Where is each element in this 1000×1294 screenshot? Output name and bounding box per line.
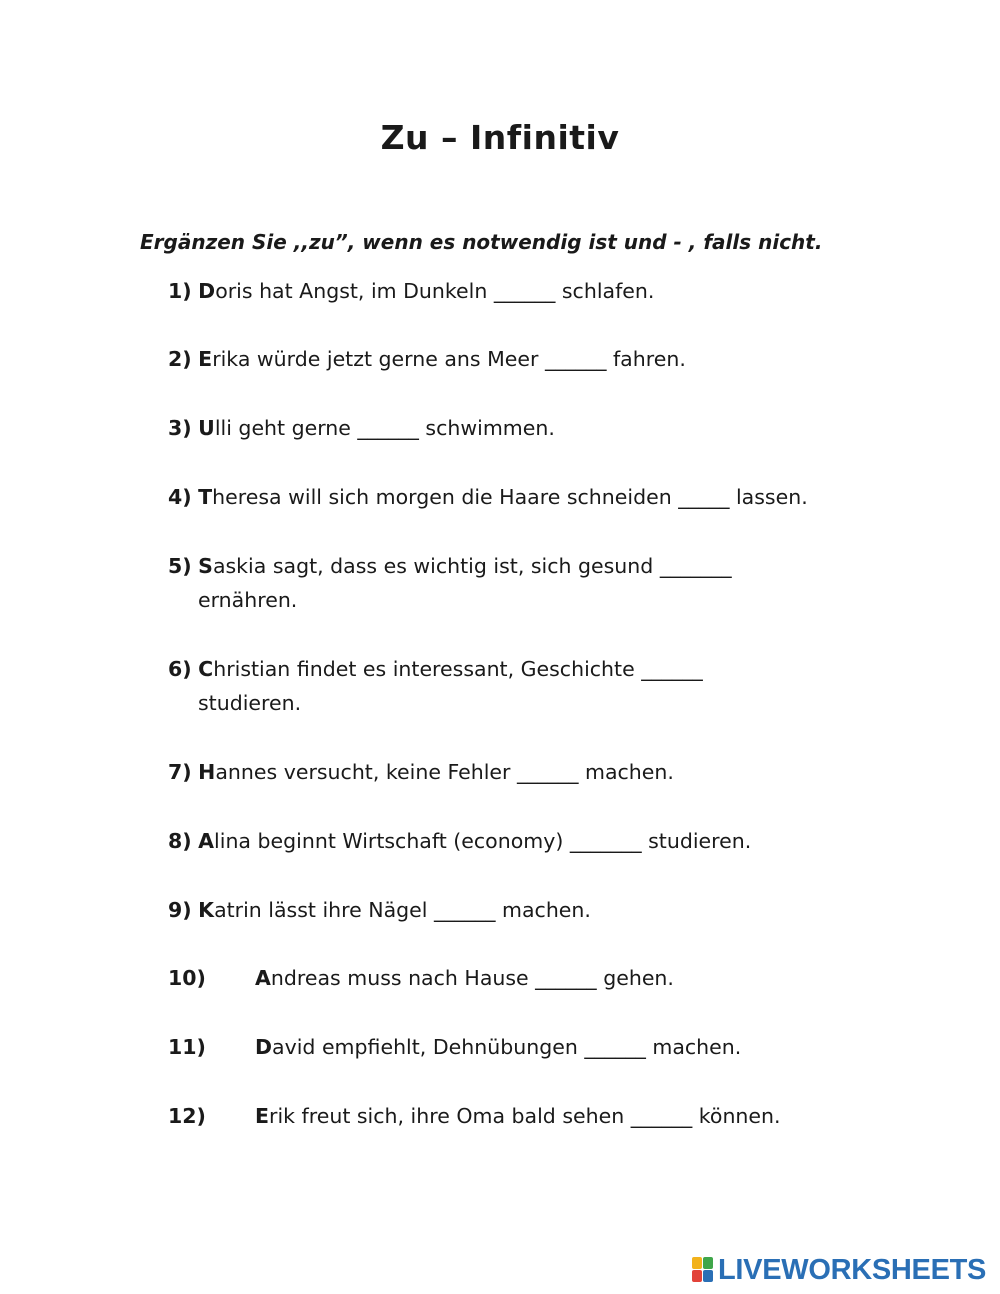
item-continuation: ernähren. — [198, 588, 298, 612]
item-first-letter: E — [198, 347, 213, 371]
item-text: rik freut sich, ihre Oma bald sehen ______ können. — [269, 1104, 781, 1128]
exercise-item-1 — [168, 274, 654, 308]
exercise-item-12 — [168, 1099, 781, 1133]
exercise-item-8 — [168, 824, 751, 858]
item-number: 8) — [168, 829, 192, 853]
item-text: lli geht gerne ______ schwimmen. — [214, 416, 555, 440]
instruction-text: Ergänzen Sie ,,zu”, wenn es notwendig ist und - , falls nicht. — [140, 230, 823, 254]
item-number: 9) — [168, 898, 192, 922]
item-number: 4) — [168, 485, 192, 509]
item-text: annes versucht, keine Fehler ______ machen. — [215, 760, 674, 784]
item-text: heresa will sich morgen die Haare schneiden _____ lassen. — [212, 485, 808, 509]
exercise-item-4 — [168, 480, 808, 514]
item-first-letter: E — [255, 1104, 270, 1128]
item-text: ndreas muss nach Hause ______ gehen. — [270, 966, 674, 990]
exercise-item-3 — [168, 411, 555, 445]
item-first-letter: T — [198, 485, 213, 509]
item-first-letter: D — [198, 279, 216, 303]
item-text: lina beginnt Wirtschaft (economy) _______ studieren. — [214, 829, 752, 853]
item-number: 6) — [168, 657, 192, 681]
item-first-letter: U — [198, 416, 215, 440]
item-text: avid empfiehlt, Dehnübungen ______ machen. — [272, 1035, 742, 1059]
liveworksheets-logo[interactable] — [692, 1254, 986, 1286]
item-number: 11) — [168, 1035, 206, 1059]
item-number: 3) — [168, 416, 192, 440]
item-text: hristian findet es interessant, Geschichte ______ — [213, 657, 703, 681]
item-number: 5) — [168, 554, 192, 578]
exercise-item-2 — [168, 342, 686, 376]
item-text: atrin lässt ihre Nägel ______ machen. — [214, 898, 591, 922]
item-first-letter: A — [198, 829, 215, 853]
item-number: 2) — [168, 347, 192, 371]
item-number: 1) — [168, 279, 192, 303]
item-first-letter: D — [255, 1035, 273, 1059]
item-continuation: studieren. — [198, 691, 302, 715]
item-number: 10) — [168, 966, 206, 990]
item-text: askia sagt, dass es wichtig ist, sich gesund _______ — [212, 554, 732, 578]
item-text: rika würde jetzt gerne ans Meer ______ fahren. — [212, 347, 686, 371]
exercise-item-5 — [168, 549, 732, 617]
item-first-letter: K — [198, 898, 215, 922]
item-first-letter: H — [198, 760, 216, 784]
exercise-item-7 — [168, 755, 674, 789]
item-text: oris hat Angst, im Dunkeln ______ schlafen. — [215, 279, 655, 303]
item-number: 7) — [168, 760, 192, 784]
item-first-letter: A — [255, 966, 271, 990]
item-first-letter: C — [198, 657, 214, 681]
item-first-letter: S — [198, 554, 213, 578]
page-title: Zu – Infinitiv — [380, 118, 620, 157]
exercise-item-11 — [168, 1030, 741, 1064]
liveworksheets-logo-icon — [692, 1257, 714, 1283]
exercise-item-9 — [168, 893, 591, 927]
exercise-item-6 — [168, 652, 703, 720]
logo-text: LIVEWORKSHEETS — [718, 1253, 987, 1286]
item-number: 12) — [168, 1104, 206, 1128]
exercise-item-10 — [168, 961, 674, 995]
